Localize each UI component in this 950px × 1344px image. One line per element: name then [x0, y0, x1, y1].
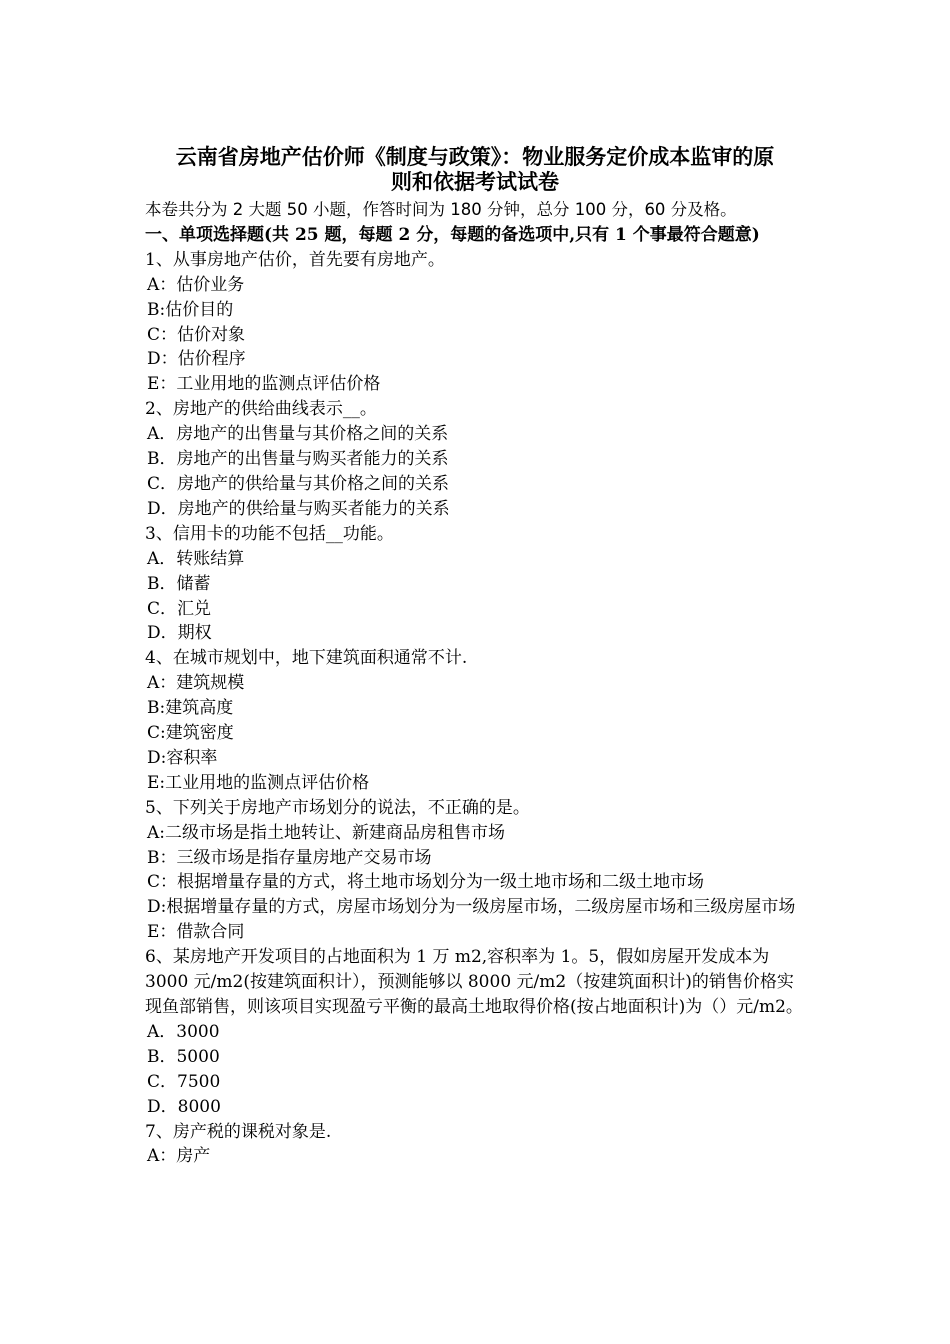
question-3 [145, 522, 807, 647]
section-heading: 一、单项选择题(共 25 题，每题 2 分，每题的备选项中,只有 1 个事最符合题意) [145, 224, 760, 245]
question-stem: 5、下列关于房地产市场划分的说法，不正确的是。 [145, 797, 530, 818]
question-stem: 2、房地产的供给曲线表示__。 [145, 399, 377, 420]
question-6 [145, 945, 807, 1119]
option-a: A：建筑规模 [147, 673, 245, 694]
question-stem: 1、从事房地产估价，首先要有房地产。 [145, 249, 445, 270]
option-b: B:估价目的 [147, 299, 234, 320]
option-c: C：根据增量存量的方式，将土地市场划分为一级土地市场和二级土地市场 [147, 872, 705, 893]
option-c: C：估价对象 [147, 324, 246, 345]
question-7 [145, 1120, 807, 1170]
option-a: A：房产 [147, 1146, 211, 1167]
document-body [145, 198, 807, 1169]
document-title [130, 144, 820, 194]
option-a: A．转账结算 [147, 548, 245, 569]
option-c: C．汇兑 [147, 598, 212, 619]
option-a: A：估价业务 [147, 274, 245, 295]
option-d: D．房地产的供给量与购买者能力的关系 [147, 498, 450, 519]
option-e: E:工业用地的监测点评估价格 [147, 772, 370, 793]
option-b: B．5000 [147, 1046, 220, 1067]
option-c: C．7500 [147, 1071, 221, 1092]
title-line-2: 则和依据考试试卷 [391, 169, 559, 194]
title-line-1: 云南省房地产估价师《制度与政策》：物业服务定价成本监审的原 [175, 144, 775, 169]
option-d: D:容积率 [147, 747, 218, 768]
option-d: D．8000 [147, 1096, 221, 1117]
question-stem: 6、某房地产开发项目的占地面积为 1 万 m2,容积率为 1。5，假如房屋开发成本为 3000 元/m2(按建筑面积计），预测能够以 8000 元/m2（按建筑面积计)的销售价格实现鱼部销售，则该项目实现盈亏平衡的最高土地取得价格(按占地面积计)为（）元/m2。 [145, 947, 803, 1017]
option-b: B．储蓄 [147, 573, 211, 594]
option-a: A:二级市场是指土地转让、新建商品房租售市场 [147, 822, 506, 843]
option-e: E：工业用地的监测点评估价格 [147, 374, 381, 395]
option-e: E：借款合同 [147, 922, 245, 943]
question-stem: 7、房产税的课税对象是. [145, 1121, 332, 1142]
option-d: D：估价程序 [147, 349, 246, 370]
option-b: B．房地产的出售量与购买者能力的关系 [147, 449, 449, 470]
option-c: C．房地产的供给量与其价格之间的关系 [147, 473, 450, 494]
question-2 [145, 397, 807, 522]
question-stem: 3、信用卡的功能不包括__功能。 [145, 523, 394, 544]
option-d: D．期权 [147, 623, 212, 644]
option-b: B：三级市场是指存量房地产交易市场 [147, 847, 432, 868]
question-stem: 4、在城市规划中，地下建筑面积通常不计. [145, 648, 468, 669]
option-d: D:根据增量存量的方式，房屋市场划分为一级房屋市场，二级房屋市场和三级房屋市场 [147, 897, 796, 918]
question-1 [145, 248, 807, 397]
question-4 [145, 646, 807, 795]
option-c: C:建筑密度 [147, 723, 234, 744]
option-a: A．3000 [147, 1021, 220, 1042]
option-a: A．房地产的出售量与其价格之间的关系 [147, 424, 449, 445]
question-5 [145, 796, 807, 945]
exam-intro: 本卷共分为 2 大题 50 小题，作答时间为 180 分钟，总分 100 分，60 分及格。 [145, 200, 737, 219]
option-b: B:建筑高度 [147, 698, 234, 719]
